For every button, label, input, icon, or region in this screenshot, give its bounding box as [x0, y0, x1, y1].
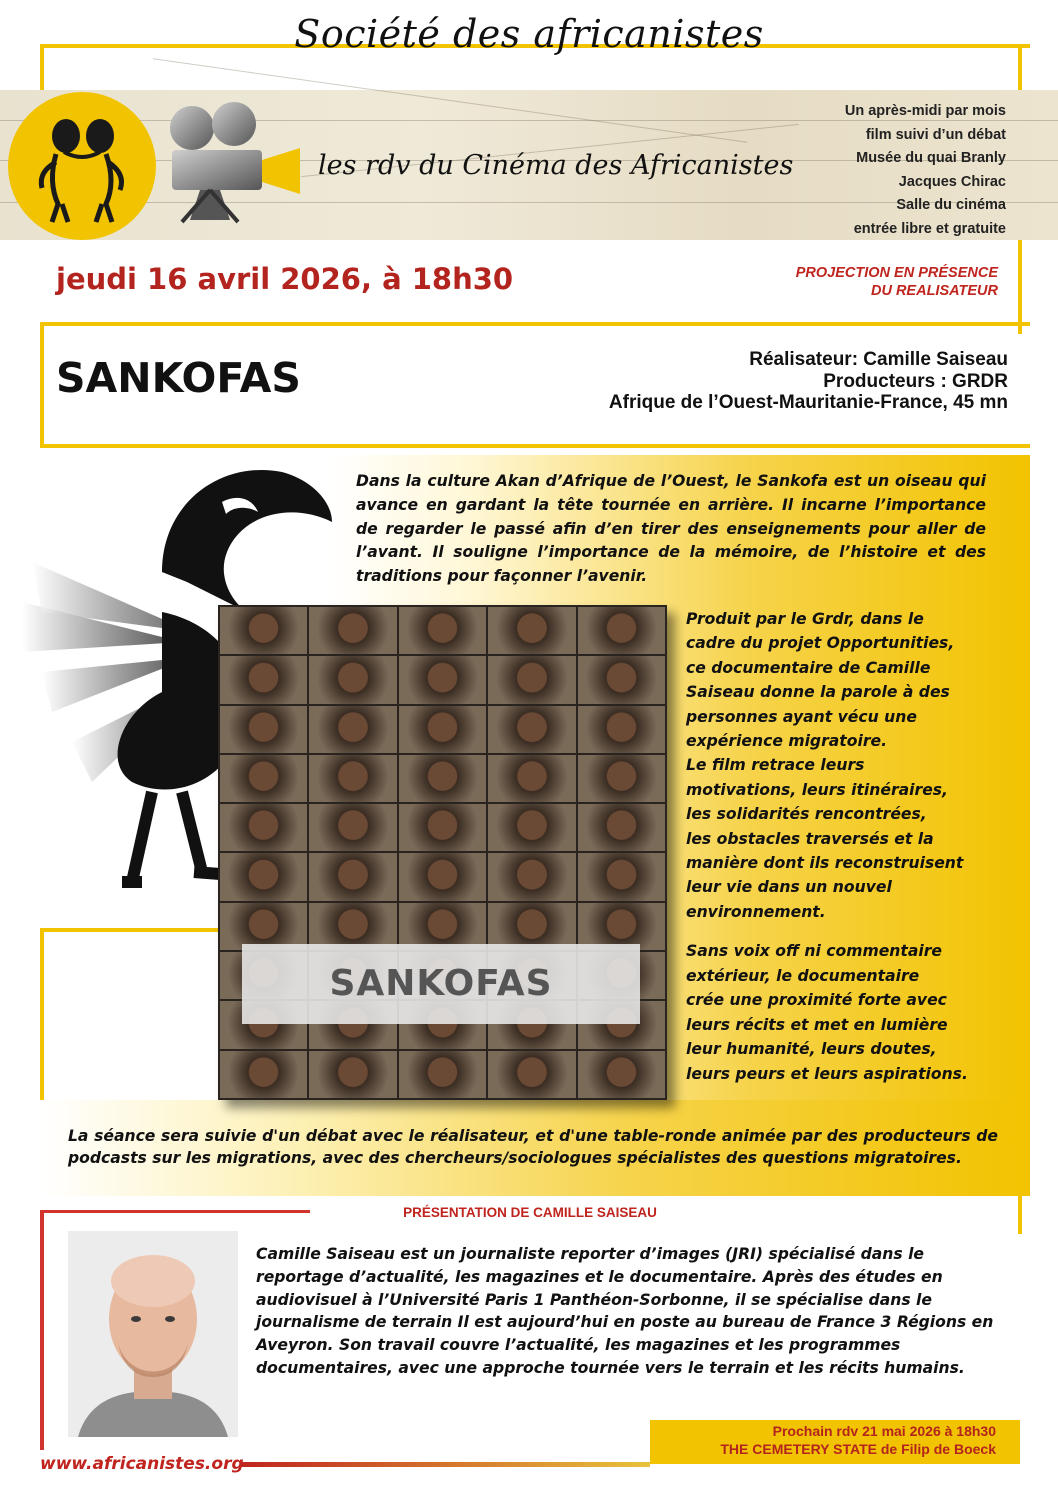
credit-origin-duration: Afrique de l’Ouest-Mauritanie-France, 45 mn — [608, 392, 1008, 413]
film-camera-icon — [160, 98, 310, 228]
event-info-list — [845, 100, 1006, 242]
info-line: Un après-midi par mois — [844, 103, 1006, 119]
credit-director: Réalisateur: Camille Saiseau — [749, 349, 1008, 370]
director-bio: Camille Saiseau est un journaliste reporter d’images (JRI) spécialisé dans le reportage d’actualité, les magazines et le documentaire. Après des études en audiovisuel à l’Université Paris 1 Panthéon-Sorbonne, il se spécialise dans le journalisme de terrain Il est aujourd’hui en poste au bureau de France 3 Régions en Aveyron. Son travail couvre l’actualité, les magazines et les programmes documentaires, avec une approche tournée vers le terrain et les récits humains. — [256, 1245, 994, 1377]
portrait-tile — [578, 607, 665, 654]
next-event-date: Prochain rdv 21 mai 2026 à 18h30 — [772, 1423, 996, 1439]
portrait-tile — [309, 804, 396, 851]
film-title: SANKOFAS — [56, 354, 301, 402]
portrait-tile — [488, 706, 575, 753]
portrait-tile — [488, 903, 575, 950]
film-credits — [609, 349, 1008, 414]
portrait-tile — [578, 853, 665, 900]
portrait-tile — [309, 755, 396, 802]
film-poster-mosaic — [218, 605, 667, 1100]
text-line: motivations, leurs itinéraires, — [686, 780, 948, 799]
portrait-tile — [309, 1051, 396, 1098]
series-subtitle: les rdv du Cinéma des Africanistes — [318, 150, 794, 181]
portrait-tile — [578, 903, 665, 950]
text-line: Sans voix off ni commentaire — [686, 942, 942, 960]
frame-line — [40, 928, 44, 1118]
text-line: expérience migratoire. — [686, 732, 888, 751]
style-paragraph — [686, 939, 1002, 1087]
portrait-tile — [578, 755, 665, 802]
text-line: crée une proximité forte avec — [686, 991, 947, 1010]
presence-line: PROJECTION EN PRÉSENCE — [795, 265, 998, 281]
director-photo — [68, 1231, 238, 1437]
portrait-tile — [220, 903, 307, 950]
text-line: Produit par le Grdr, dans le — [686, 610, 924, 628]
info-line: Jacques Chirac — [898, 173, 1006, 190]
portrait-tile — [309, 903, 396, 950]
info-line: film suivi d’un débat — [865, 126, 1006, 143]
portrait-tile — [399, 607, 486, 654]
portrait-tile — [220, 853, 307, 900]
portrait-tile — [399, 755, 486, 802]
website-link[interactable]: www.africanistes.org — [40, 1454, 244, 1474]
portrait-tile — [399, 706, 486, 753]
portrait-tile — [488, 656, 575, 703]
presence-line: DU REALISATEUR — [870, 283, 998, 299]
frame-line — [40, 928, 220, 932]
frame-line — [40, 322, 1030, 326]
info-line: Salle du cinéma — [896, 197, 1006, 214]
portrait-tile — [309, 853, 396, 900]
portrait-tile — [488, 804, 575, 851]
frame-line — [1018, 1190, 1022, 1234]
text-line: cadre du projet Opportunities, — [686, 634, 955, 653]
text-line: leurs récits et met en lumière — [686, 1015, 948, 1034]
portrait-tile — [309, 607, 396, 654]
info-line: Musée du quai Branly — [856, 150, 1006, 167]
portrait-tile — [220, 656, 307, 703]
text-line: les solidarités rencontrées, — [686, 805, 927, 824]
portrait-tile — [578, 1051, 665, 1098]
text-line: Le film retrace leurs — [686, 756, 865, 775]
portrait-tile — [399, 1051, 486, 1098]
text-line: leurs peurs et leurs aspirations. — [686, 1064, 968, 1083]
portrait-tile — [578, 656, 665, 703]
portrait-tile — [220, 1051, 307, 1098]
text-line: personnes ayant vécu une — [686, 707, 917, 726]
portrait-tile — [488, 1051, 575, 1098]
info-line: entrée libre et gratuite — [853, 220, 1006, 237]
presentation-heading: PRÉSENTATION DE CAMILLE SAISEAU — [403, 1205, 657, 1220]
red-frame-line — [40, 1210, 44, 1450]
text-line: Saiseau donne la parole à des — [686, 683, 950, 702]
text-line: environnement. — [686, 902, 826, 921]
text-line: leur humanité, leurs doutes, — [686, 1040, 937, 1059]
text-line: les obstacles traversés et la — [686, 829, 934, 848]
presence-notice — [796, 264, 998, 300]
director-portrait — [68, 1231, 238, 1437]
two-figures-icon — [8, 92, 156, 240]
text-line: extérieur, le documentaire — [686, 966, 920, 985]
text-line: manière dont ils reconstruisent — [686, 854, 964, 873]
frame-line — [40, 444, 1030, 448]
next-event-text — [650, 1422, 996, 1458]
portrait-tile — [399, 656, 486, 703]
credit-producers: Producteurs : GRDR — [823, 370, 1008, 392]
frame-line — [40, 322, 44, 448]
portrait-tile — [399, 853, 486, 900]
society-logo — [8, 92, 156, 240]
society-title: Société des africanistes — [294, 12, 764, 56]
portrait-tile — [488, 755, 575, 802]
next-event-film: THE CEMETERY STATE de Filip de Boeck — [720, 1441, 996, 1457]
portrait-tile — [309, 706, 396, 753]
text-line: ce documentaire de Camille — [686, 658, 931, 677]
portrait-tile — [220, 755, 307, 802]
portrait-tile — [220, 607, 307, 654]
portrait-tile — [399, 804, 486, 851]
debate-paragraph: La séance sera suivie d'un débat avec le réalisateur, et d'une table-ronde animée par des producteurs de podcasts sur les migrations, avec des chercheurs/sociologues spécialistes des questions migratoires. — [68, 1127, 998, 1167]
portrait-tile — [578, 706, 665, 753]
red-gradient-line — [240, 1462, 650, 1467]
text-line: leur vie dans un nouvel — [686, 878, 892, 897]
poster-title: SANKOFAS — [242, 944, 640, 1024]
portrait-tile — [220, 706, 307, 753]
intro-paragraph: Dans la culture Akan d’Afrique de l’Ouest, le Sankofa est un oiseau qui avance en gardant la tête tournée en arrière. Il incarne l’importance de regarder le passé afin d’en tirer des enseignements pour aller de l’avant. Il souligne l’importance de la mémoire, de l’histoire et des traditions pour façonner l’avenir. — [356, 472, 986, 586]
red-frame-line — [40, 1210, 310, 1213]
portrait-tile — [399, 903, 486, 950]
event-date: jeudi 16 avril 2026, à 18h30 — [56, 262, 514, 296]
synopsis-paragraph — [686, 607, 996, 924]
portrait-tile — [488, 853, 575, 900]
portrait-tile — [220, 804, 307, 851]
portrait-tile — [488, 607, 575, 654]
portrait-tile — [578, 804, 665, 851]
portrait-tile — [309, 656, 396, 703]
